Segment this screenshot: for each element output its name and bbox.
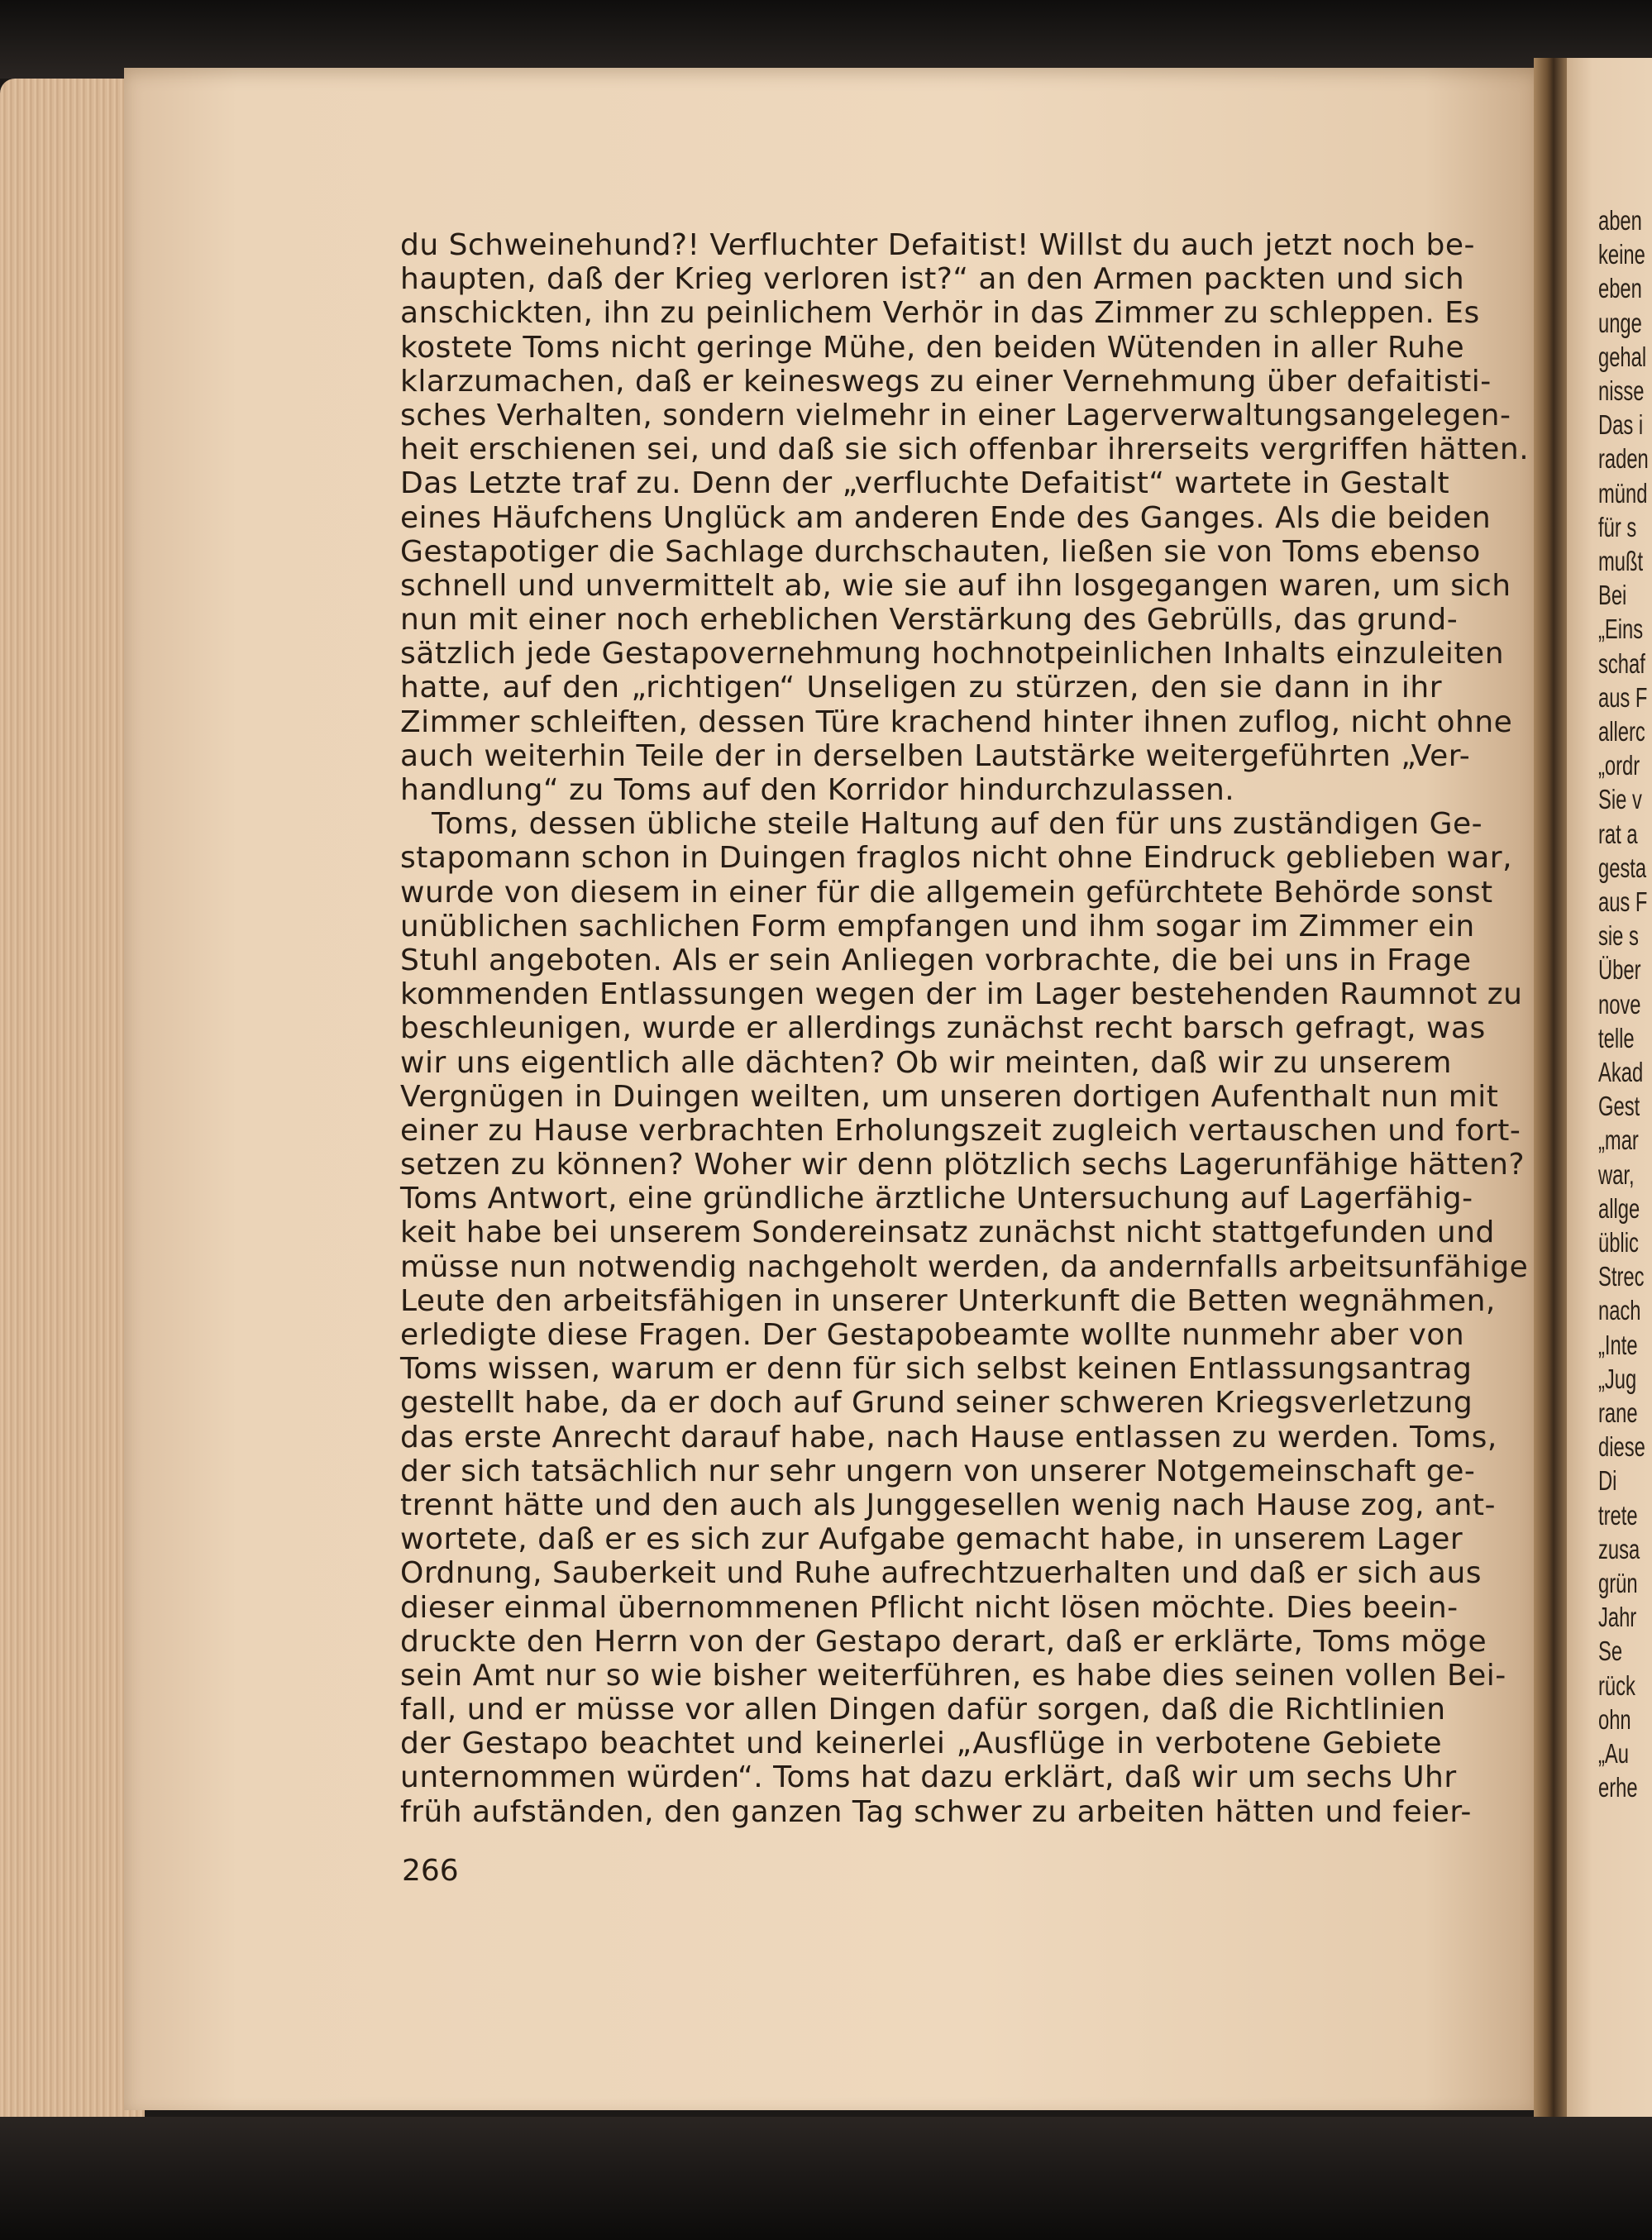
facing-page-line-fragment: schaf	[1598, 647, 1645, 679]
facing-page-line-fragment: aus F	[1598, 886, 1648, 917]
facing-page-line-fragment: „Inte	[1598, 1329, 1638, 1360]
facing-page-line-fragment: rane	[1598, 1397, 1638, 1428]
text-line: eines Häufchens Unglück am anderen Ende des Ganges. Als die beiden	[400, 500, 1492, 535]
facing-page-line-fragment: Über	[1598, 954, 1641, 986]
facing-page-line-fragment: rück	[1598, 1669, 1635, 1701]
facing-page-line-fragment: raden	[1598, 443, 1649, 475]
facing-page-line-fragment: Se	[1598, 1636, 1623, 1667]
facing-page-line-fragment: nach	[1598, 1295, 1641, 1326]
facing-page-line-fragment: eben	[1598, 273, 1642, 304]
text-line: Gestapotiger die Sachlage durchschauten, ließen sie von Toms ebenso	[400, 534, 1481, 569]
text-line: wir uns eigentlich alle dächten? Ob wir meinten, daß wir zu unserem	[400, 1045, 1452, 1080]
facing-page-line-fragment: „Au	[1598, 1738, 1629, 1769]
text-line: früh aufständen, den ganzen Tag schwer zu arbeiten hätten und feier-	[400, 1794, 1472, 1829]
facing-page-line-fragment: Jahr	[1598, 1602, 1637, 1633]
facing-page-line-fragment: gesta	[1598, 852, 1647, 883]
text-line: erledigte diese Fragen. Der Gestapobeamte wollte nunmehr aber von	[400, 1318, 1465, 1352]
facing-page-line-fragment: gehal	[1598, 341, 1647, 372]
text-line: der Gestapo beachtet und keinerlei „Ausflüge in verbotene Gebiete	[400, 1727, 1442, 1761]
text-line: nun mit einer noch erheblichen Verstärkung des Gebrülls, das grund-	[400, 603, 1459, 638]
top-background	[0, 0, 1652, 79]
book-gutter	[1534, 58, 1567, 2133]
facing-page-line-fragment: „Eins	[1598, 614, 1644, 645]
text-line: stapomann schon in Duingen fraglos nicht ohne Eindruck geblieben war,	[400, 841, 1513, 876]
facing-page-line-fragment: Bei	[1598, 580, 1627, 611]
text-line: auch weiterhin Teile der in derselben Lautstärke weitergeführten „Ver-	[400, 738, 1471, 773]
text-line: klarzumachen, daß er keineswegs zu einer Vernehmung über defaitisti-	[400, 364, 1492, 399]
text-line: anschickten, ihn zu peinlichem Verhör in das Zimmer zu schleppen. Es	[400, 296, 1480, 331]
text-line: kommenden Entlassungen wegen der im Lager bestehenden Raumnot zu	[400, 977, 1523, 1012]
text-line: einer zu Hause verbrachten Erholungszeit zugleich vertauschen und fort-	[400, 1113, 1521, 1148]
text-line: haupten, daß der Krieg verloren ist?“ an den Armen packten und sich	[400, 262, 1465, 297]
paragraph-1	[400, 228, 1530, 807]
text-line: handlung“ zu Toms auf den Korridor hindurchzulassen.	[400, 773, 1235, 807]
text-line: hatte, auf den „richtigen“ Unseligen zu stürzen, den sie dann in ihr	[400, 671, 1442, 705]
facing-page-line-fragment: unge	[1598, 307, 1642, 338]
text-line: Zimmer schleiften, dessen Türe krachend hinter ihnen zuflog, nicht ohne	[400, 704, 1513, 739]
facing-page-line-fragment: aben	[1598, 205, 1642, 236]
text-line: gestellt habe, da er doch auf Grund seiner schweren Kriegsverletzung	[400, 1386, 1473, 1421]
facing-page-line-fragment: diese	[1598, 1431, 1645, 1463]
text-line: wortete, daß er es sich zur Aufgabe gemacht habe, in unserem Lager	[400, 1522, 1463, 1557]
text-line: sätzlich jede Gestapovernehmung hochnotpeinlichen Inhalts einzuleiten	[400, 637, 1505, 671]
text-line: unternommen würden“. Toms hat dazu erklärt, daß wir um sechs Uhr	[400, 1760, 1457, 1795]
text-line: müsse nun notwendig nachgeholt werden, da andernfalls arbeitsunfähige	[400, 1249, 1529, 1284]
facing-page-line-fragment: Akad	[1598, 1057, 1644, 1087]
text-line: setzen zu können? Woher wir denn plötzlich sechs Lagerunfähige hätten?	[400, 1148, 1525, 1182]
facing-page-line-fragment: nove	[1598, 988, 1641, 1020]
text-line: Ordnung, Sauberkeit und Ruhe aufrechtzuerhalten und daß er sich aus	[400, 1556, 1483, 1591]
text-line: sein Amt nur so wie bisher weiterführen, es habe dies seinen vollen Bei-	[400, 1658, 1506, 1693]
facing-page-line-fragment: „Jug	[1598, 1363, 1637, 1394]
facing-page-line-fragment: erhe	[1598, 1772, 1638, 1803]
facing-page-line-fragment: allerc	[1598, 716, 1645, 747]
facing-page-line-fragment: keine	[1598, 239, 1645, 270]
text-line: Vergnügen in Duingen weilten, um unseren dortigen Aufenthalt nun mit	[400, 1079, 1499, 1114]
facing-page-line-fragment: Gest	[1598, 1091, 1640, 1122]
text-line: Toms wissen, warum er denn für sich selbst keinen Entlassungsantrag	[400, 1352, 1473, 1387]
text-line: druckte den Herrn von der Gestapo derart, daß er erklärte, Toms möge	[400, 1624, 1487, 1659]
text-line: Stuhl angeboten. Als er sein Anliegen vorbrachte, die bei uns in Frage	[400, 943, 1472, 977]
text-line: du Schweinehund?! Verfluchter Defaitist! Willst du auch jetzt noch be-	[400, 228, 1476, 262]
facing-page-line-fragment: zusa	[1598, 1533, 1640, 1564]
text-line: Toms Antwort, eine gründliche ärztliche Untersuchung auf Lagerfähig-	[400, 1182, 1473, 1216]
text-line: der sich tatsächlich nur sehr ungern von unserer Notgemeinschaft ge-	[400, 1454, 1476, 1488]
facing-page-line-fragment: nisse	[1598, 375, 1645, 406]
facing-page-line-fragment: war,	[1598, 1158, 1635, 1190]
facing-page-line-fragment: grün	[1598, 1568, 1638, 1598]
page-stack-edge	[0, 79, 145, 2142]
facing-page-line-fragment: „ordr	[1598, 750, 1640, 781]
facing-page-line-fragment: Sie v	[1598, 784, 1642, 815]
text-line: Toms, dessen übliche steile Haltung auf den für uns zuständigen Ge-	[432, 807, 1483, 842]
facing-page-line-fragment: aus F	[1598, 681, 1648, 713]
facing-page-line-fragment: ohn	[1598, 1703, 1631, 1735]
bottom-background	[0, 2117, 1652, 2240]
text-line: fall, und er müsse vor allen Dingen dafür sorgen, daß die Richtlinien	[400, 1693, 1446, 1727]
facing-page-line-fragment: für s	[1598, 511, 1637, 542]
text-line: unüblichen sachlichen Form empfangen und ihm sogar im Zimmer ein	[400, 909, 1475, 943]
facing-page-line-fragment: Strec	[1598, 1261, 1645, 1292]
text-line: sches Verhalten, sondern vielmehr in einer Lagerverwaltungsangelegen-	[400, 398, 1511, 432]
text-line: Leute den arbeitsfähigen in unserer Unterkunft die Betten wegnähmen,	[400, 1283, 1496, 1318]
text-line: dieser einmal übernommenen Pflicht nicht lösen möchte. Dies beein-	[400, 1590, 1459, 1625]
facing-page-line-fragment: allge	[1598, 1192, 1640, 1224]
page-number: 266	[402, 1854, 459, 1888]
facing-page-line-fragment: rat a	[1598, 818, 1638, 849]
text-line: Das Letzte traf zu. Denn der „verfluchte Defaitist“ wartete in Gestalt	[400, 466, 1450, 501]
text-line: kostete Toms nicht geringe Mühe, den beiden Wütenden in aller Ruhe	[400, 330, 1465, 365]
page-body-text	[400, 228, 1530, 1829]
paragraph-2	[400, 807, 1529, 1829]
text-line: beschleunigen, wurde er allerdings zunächst recht barsch gefragt, was	[400, 1011, 1486, 1046]
facing-page-line-fragment: Di	[1598, 1465, 1617, 1497]
facing-page-line-fragment: sie s	[1598, 920, 1639, 952]
facing-page-line-fragment: mußt	[1598, 546, 1644, 576]
facing-page-line-fragment: telle	[1598, 1022, 1635, 1053]
text-line: heit erschienen sei, und daß sie sich offenbar ihrerseits vergriffen hätten.	[400, 432, 1530, 467]
text-line: wurde von diesem in einer für die allgemein gefürchtete Behörde sonst	[400, 875, 1493, 910]
facing-page-line-fragment: münd	[1598, 477, 1648, 509]
text-line: schnell und unvermittelt ab, wie sie auf ihn losgegangen waren, um sich	[400, 568, 1511, 603]
text-line: trennt hätte und den auch als Junggesellen wenig nach Hause zog, ant-	[400, 1488, 1497, 1522]
facing-page-line-fragment: „mar	[1598, 1125, 1639, 1156]
facing-page-fragment	[1567, 58, 1652, 2133]
facing-page-line-fragment: Das i	[1598, 409, 1644, 441]
text-line: keit habe bei unserem Sondereinsatz zunächst nicht stattgefunden und	[400, 1216, 1495, 1250]
facing-page-line-fragment: trete	[1598, 1499, 1638, 1531]
facing-page-line-fragment: üblic	[1598, 1227, 1639, 1258]
text-line: das erste Anrecht darauf habe, nach Hause entlassen zu werden. Toms,	[400, 1420, 1497, 1454]
